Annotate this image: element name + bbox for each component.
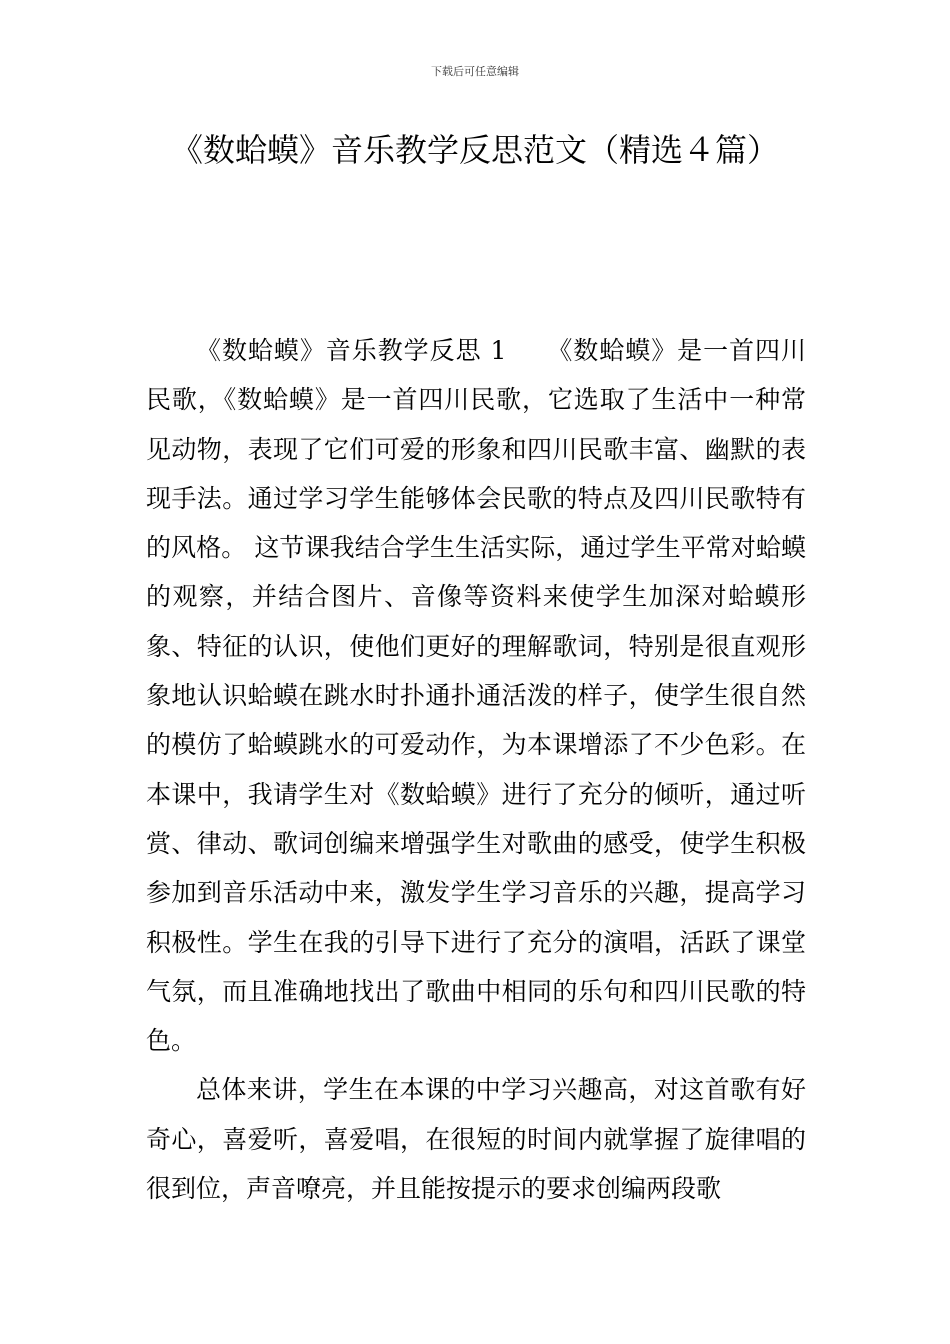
document-title: 《数蛤蟆》音乐教学反思范文（精选４篇） [170, 131, 779, 169]
section-heading: 《数蛤蟆》音乐教学反思 1 [196, 336, 507, 365]
paragraph-1-text: 《数蛤蟆》是一首四川民歌，《数蛤蟆》是一首四川民歌，它选取了生活中一种常见动物，表现了它们可爱的形象和四川民歌丰富、幽默的表现手法。通过学习学生能够体会民歌的特点及四川民歌特有的风格。 这节课我结合学生生活实际，通过学生平常对蛤蟆的观察，并结合图片、音像等资料来使学生加深对蛤蟆形象、特征的认识，使他们更好的理解歌词，特别是很直观形象地认识蛤蟆在跳水时扑通扑通活泼的样子，使学生很自然的模仿了蛤蟆跳水的可爱动作，为本课增添了不少色彩。在本课中，我请学生对《数蛤蟆》进行了充分的倾听，通过听赏、律动、歌词创编来增强学生对歌曲的感受，使学生积极参加到音乐活动中来，激发学生学习音乐的兴趣，提高学习积极性。学生在我的引导下进行了充分的演唱，活跃了课堂气氛，而且准确地找出了歌曲中相同的乐句和四川民歌的特色。 [146, 336, 806, 1056]
paragraph-1 [146, 326, 806, 1065]
document-body [146, 326, 806, 1213]
header-note: 下载后可任意编辑 [431, 65, 519, 78]
paragraph-2: 总体来讲，学生在本课的中学习兴趣高，对这首歌有好奇心，喜爱听，喜爱唱，在很短的时间内就掌握了旋律唱的很到位，声音嘹亮，并且能按提示的要求创编两段歌 [146, 1075, 806, 1204]
